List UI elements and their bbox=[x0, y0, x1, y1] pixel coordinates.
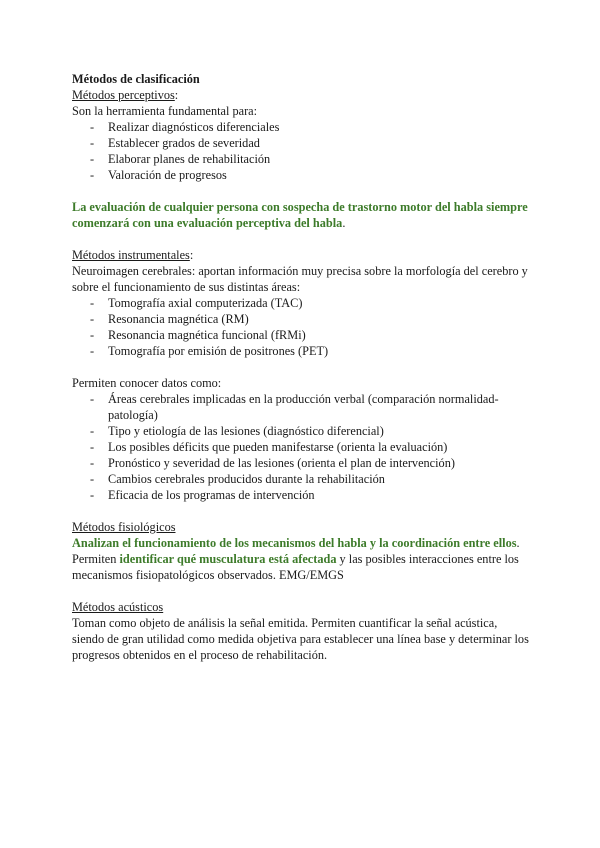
list-item: - Tomografía axial computerizada (TAC) bbox=[72, 295, 532, 311]
section-instrumentales-heading bbox=[72, 247, 532, 263]
list-item: - Tipo y etiología de las lesiones (diagnóstico diferencial) bbox=[72, 423, 532, 439]
fisiologicos-highlight bbox=[72, 535, 532, 551]
perceptivos-highlight-text: La evaluación de cualquier persona con sospecha de trastorno motor del habla siempre comenzará con una evaluación perceptiva del habla bbox=[72, 200, 528, 230]
fisiologicos-highlight-period: . bbox=[516, 536, 520, 550]
list-item: - Eficacia de los programas de intervención bbox=[72, 487, 532, 503]
fisiologicos-heading-text: Métodos fisiológicos bbox=[72, 520, 176, 534]
list-item: - Resonancia magnética funcional (fRMi) bbox=[72, 327, 532, 343]
list-item: - Realizar diagnósticos diferenciales bbox=[72, 119, 532, 135]
list-item: - Áreas cerebrales implicadas en la producción verbal (comparación normalidad-patología) bbox=[72, 391, 532, 423]
perceptivos-heading-colon: : bbox=[174, 88, 179, 102]
acusticos-paragraph: Toman como objeto de análisis la señal emitida. Permiten cuantificar la señal acústica, siendo de gran utilidad como medida objetiva para establecer una línea base y determinar los progresos obtenidos en el proceso de rehabilitación. bbox=[72, 616, 529, 662]
section-acusticos-heading bbox=[72, 599, 532, 615]
section-perceptivos-heading bbox=[72, 87, 532, 103]
instrumentales-intro2: Permiten conocer datos como: bbox=[72, 376, 222, 390]
list-item: - Resonancia magnética (RM) bbox=[72, 311, 532, 327]
document-body bbox=[72, 71, 532, 663]
fisiologicos-highlight-text: Analizan el funcionamiento de los mecanismos del habla y la coordinación entre ellos bbox=[72, 536, 517, 550]
page-title: Métodos de clasificación bbox=[72, 72, 200, 86]
list-item: - Cambios cerebrales producidos durante la rehabilitación bbox=[72, 471, 532, 487]
perceptivos-intro: Son la herramienta fundamental para: bbox=[72, 104, 258, 118]
instrumentales-heading-colon: : bbox=[189, 248, 194, 262]
fisiologicos-text-b: y las posibles interacciones entre los mecanismos fisiopatológicos observados. EMG/EMGS bbox=[72, 552, 519, 582]
instrumentales-heading-text: Métodos instrumentales bbox=[72, 248, 190, 262]
list-item: - Pronóstico y severidad de las lesiones (orienta el plan de intervención) bbox=[72, 455, 532, 471]
perceptivos-highlight bbox=[72, 199, 532, 231]
list-item: - Valoración de progresos bbox=[72, 167, 532, 183]
instrumentales-list2 bbox=[72, 391, 532, 503]
list-item: - Establecer grados de severidad bbox=[72, 135, 532, 151]
fisiologicos-text-a: Permiten bbox=[72, 552, 120, 566]
acusticos-heading-text: Métodos acústicos bbox=[72, 600, 164, 614]
instrumentales-intro: Neuroimagen cerebrales: aportan información muy precisa sobre la morfología del cerebro y sobre el funcionamiento de sus distintas áreas: bbox=[72, 264, 528, 294]
perceptivos-heading-text: Métodos perceptivos bbox=[72, 88, 175, 102]
perceptivos-list bbox=[72, 119, 532, 183]
instrumentales-list bbox=[72, 295, 532, 359]
fisiologicos-text-highlight: identificar qué musculatura está afectada bbox=[119, 552, 337, 566]
list-item: - Tomografía por emisión de positrones (PET) bbox=[72, 343, 532, 359]
perceptivos-highlight-period: . bbox=[342, 216, 346, 230]
list-item: - Los posibles déficits que pueden manifestarse (orienta la evaluación) bbox=[72, 439, 532, 455]
section-fisiologicos-heading bbox=[72, 519, 532, 535]
list-item: - Elaborar planes de rehabilitación bbox=[72, 151, 532, 167]
fisiologicos-paragraph bbox=[72, 551, 532, 583]
